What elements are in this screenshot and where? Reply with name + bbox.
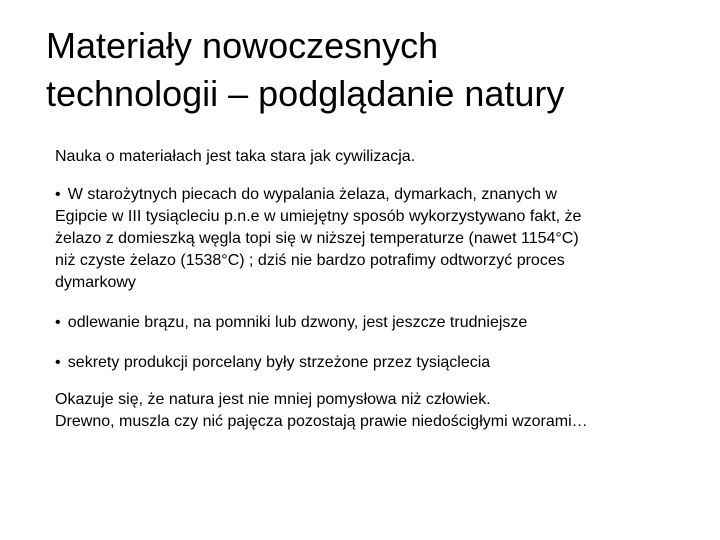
bullet-line: Egipcie w III tysiącleciu p.n.e w umiejętny sposób wykorzystywano fakt, że [55, 208, 582, 225]
conclusion-line-1: Okazuje się, że natura jest nie mniej pomysłowa niż człowiek. [55, 391, 491, 408]
bullet-line: niż czyste żelazo (1538°C) ; dziś nie bardzo potrafimy odtworzyć proces [55, 252, 565, 269]
bullet-line: dymarkowy [55, 274, 136, 291]
bullet-item-dymarki [55, 184, 675, 294]
bullet-item-braz [55, 312, 675, 334]
title-line-1: Materiały nowoczesnych [46, 25, 439, 66]
bullet-marker: • [55, 314, 61, 331]
bullet-item-porcelana [55, 352, 675, 374]
intro-paragraph: Nauka o materiałach jest taka stara jak cywilizacja. [55, 148, 416, 165]
bullet-line: odlewanie brązu, na pomniki lub dzwony, jest jeszcze trudniejsze [67, 314, 528, 331]
bullet-marker: • [55, 186, 61, 203]
slide-body [55, 146, 675, 433]
conclusion-paragraph [55, 389, 675, 433]
title-line-2: technologii – podglądanie natury [46, 73, 565, 114]
bullet-line: sekrety produkcji porcelany były strzeżone przez tysiąclecia [67, 354, 491, 371]
bullet-line: żelazo z domieszką węgla topi się w niższej temperaturze (nawet 1154°C) [55, 230, 579, 247]
conclusion-line-2: Drewno, muszla czy nić pajęcza pozostają prawie niedościgłymi wzorami… [55, 413, 588, 430]
bullet-marker: • [55, 354, 61, 371]
slide-title [46, 22, 696, 118]
bullet-line: W starożytnych piecach do wypalania żelaza, dymarkach, znanych w [67, 186, 557, 203]
